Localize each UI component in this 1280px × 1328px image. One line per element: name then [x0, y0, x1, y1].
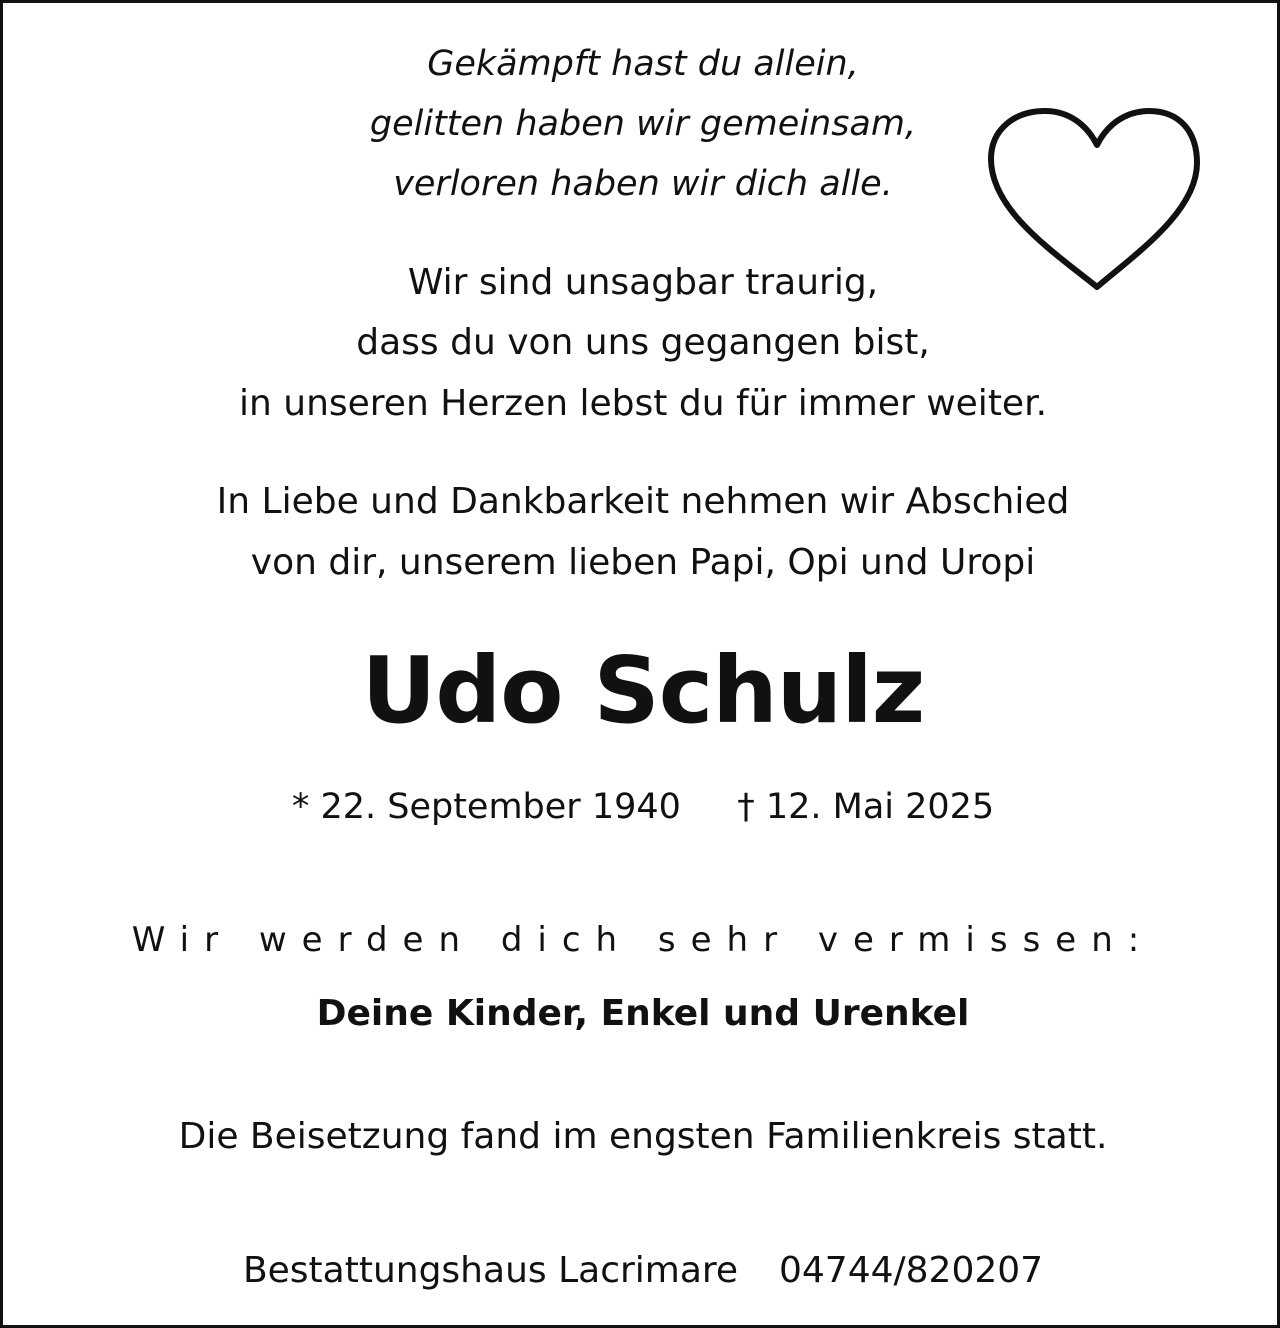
undertaker-name: Bestattungshaus Lacrimare [242, 1250, 739, 1291]
undertaker-phone: 04744/820207 [778, 1250, 1044, 1291]
life-dates [3, 787, 1280, 827]
deceased-name: Udo Schulz [361, 637, 925, 744]
mourners-intro: Wir werden dich sehr vermissen: [131, 920, 1155, 960]
sorrow-line-1: Wir sind unsagbar traurig, [407, 262, 879, 303]
poem-line-2: gelitten haben wir gemeinsam, [369, 104, 917, 144]
birth-symbol: * [291, 787, 310, 827]
poem-line-1: Gekämpft hast du allein, [427, 44, 859, 84]
sorrow-line-2: dass du von uns gegangen bist, [356, 322, 930, 363]
birth-date: 22. September 1940 [320, 787, 681, 827]
death-date: 12. Mai 2025 [765, 787, 995, 827]
funeral-note: Die Beisetzung fand im engsten Familienkreis statt. [178, 1116, 1108, 1157]
farewell-line-2: von dir, unserem lieben Papi, Opi und Uropi [250, 542, 1036, 583]
undertaker-line [3, 1250, 1280, 1291]
poem-line-3: verloren haben wir dich alle. [393, 164, 893, 204]
farewell-line-1: In Liebe und Dankbarkeit nehmen wir Abschied [216, 481, 1070, 522]
mourners-names: Deine Kinder, Enkel und Urenkel [316, 993, 970, 1034]
death-symbol: † [737, 787, 755, 827]
sorrow-line-3: in unseren Herzen lebst du für immer weiter. [238, 383, 1048, 424]
